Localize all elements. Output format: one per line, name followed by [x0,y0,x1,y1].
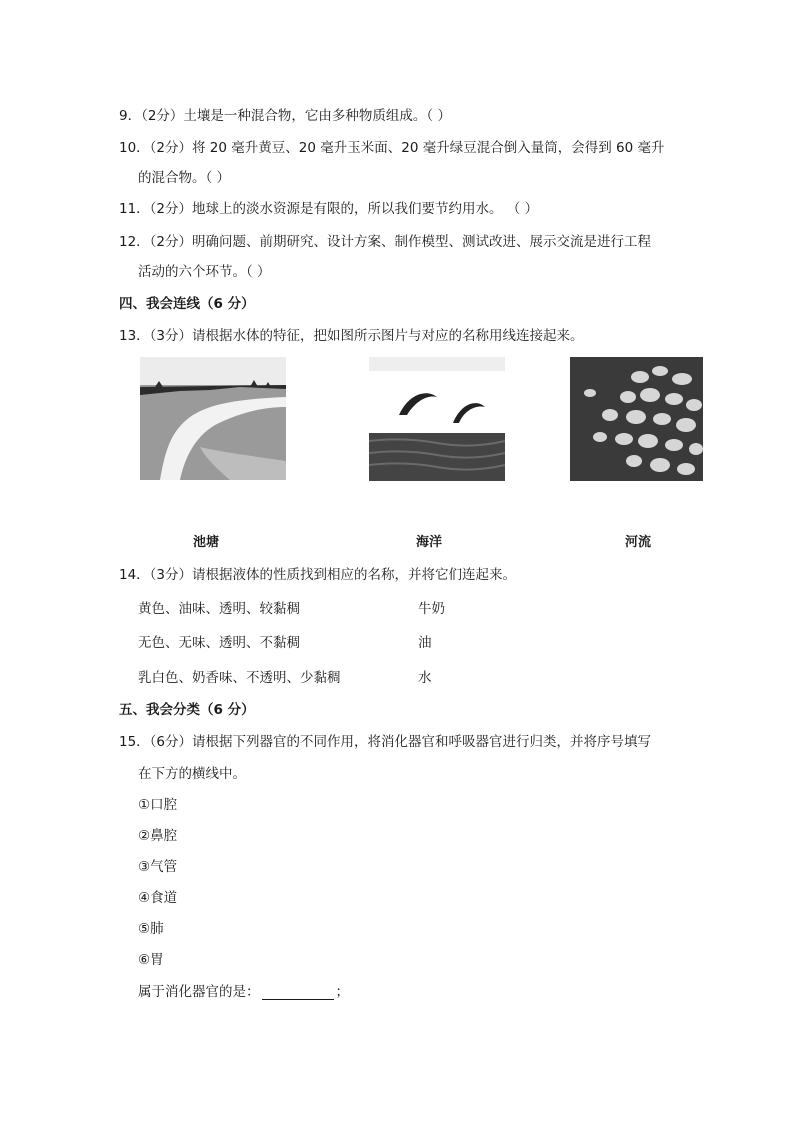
q15-line2: 在下方的横线中。 [138,766,246,782]
answer-end: ； [335,984,349,1000]
answer-label: 属于消化器官的是： [138,984,260,1000]
answer-blank[interactable] [262,985,334,1000]
section5-heading: 五、我会分类（6 分） [119,702,255,718]
lily-pad-illustration [570,357,703,481]
liquid-right-3: 水 [418,670,432,686]
liquid-left-1: 黄色、油味、透明、较黏稠 [138,601,300,617]
liquid-left-2: 无色、无味、透明、不黏稠 [138,635,300,651]
q14: 14．（3分）请根据液体的性质找到相应的名称，并将它们连起来。 [119,567,517,583]
organ-3: ③气管 [138,859,178,875]
liquid-right-1: 牛奶 [418,601,445,617]
organ-4: ④食道 [138,890,178,906]
caption-sea: 海洋 [416,535,443,550]
answer-line [138,980,349,1000]
pond-image [570,357,703,481]
river-illustration [140,357,286,480]
caption-pond: 池塘 [193,535,220,550]
organ-2: ②鼻腔 [138,828,178,844]
dolphin-illustration [369,357,505,481]
sea-image [369,357,505,481]
q10-line2: 的混合物。（ ） [138,170,231,186]
q9: 9．（2分）土壤是一种混合物，它由多种物质组成。（ ） [119,108,451,124]
q12-line1: 12．（2分）明确问题、前期研究、设计方案、制作模型、测试改进、展示交流是进行工程 [119,234,652,250]
river-image [140,357,286,480]
liquid-right-2: 油 [418,635,432,651]
q13: 13．（3分）请根据水体的特征，把如图所示图片与对应的名称用线连接起来。 [119,328,584,344]
liquid-left-3: 乳白色、奶香味、不透明、少黏稠 [138,670,341,686]
organ-5: ⑤肺 [138,921,164,937]
q10-line1: 10．（2分）将 20 毫升黄豆、20 毫升玉米面、20 毫升绿豆混合倒入量筒，会得到 60 毫升 [119,140,665,156]
q12-line2: 活动的六个环节。（ ） [138,264,271,280]
organ-1: ①口腔 [138,797,178,813]
q11: 11．（2分）地球上的淡水资源是有限的，所以我们要节约用水。 （ ） [119,201,539,217]
section4-heading: 四、我会连线（6 分） [119,296,255,312]
organ-6: ⑥胃 [138,952,164,968]
q15-line1: 15．（6分）请根据下列器官的不同作用，将消化器官和呼吸器官进行归类，并将序号填写 [119,734,652,750]
caption-river: 河流 [625,535,652,550]
